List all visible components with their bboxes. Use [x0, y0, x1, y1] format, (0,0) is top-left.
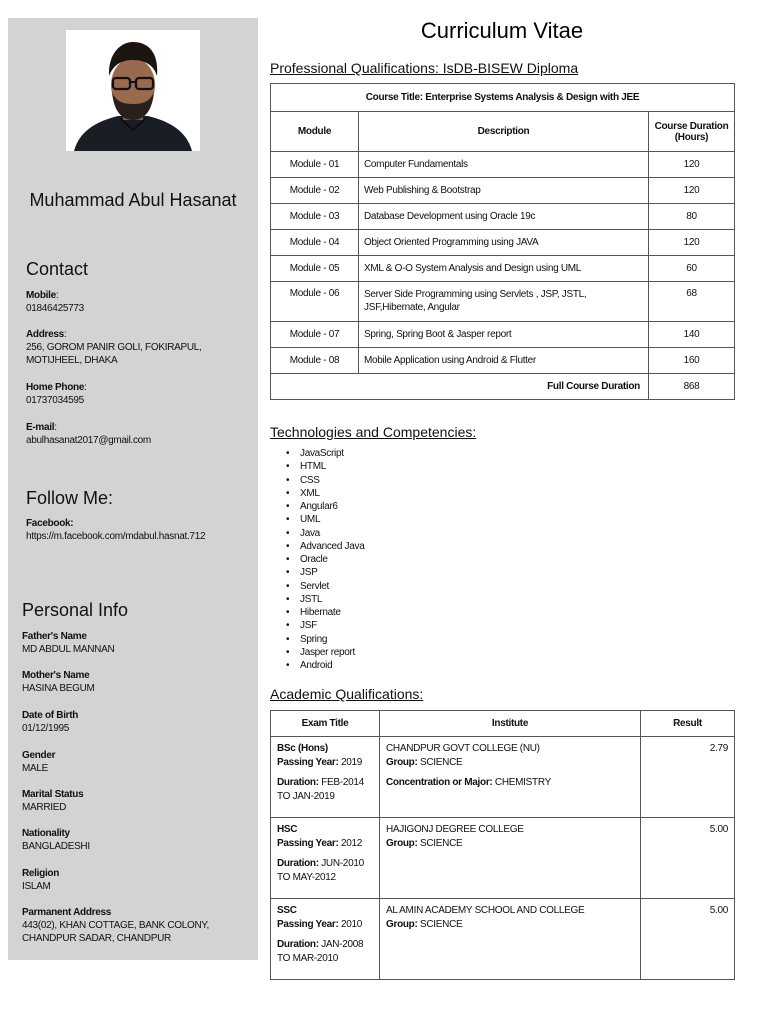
- hours-cell: 120: [649, 230, 735, 256]
- list-item: • CSS: [286, 474, 364, 487]
- list-item: • HTML: [286, 460, 364, 473]
- table-row: [271, 899, 735, 980]
- hours-cell: 120: [649, 152, 735, 178]
- home-phone-label: Home Phone: [26, 382, 85, 393]
- institute-name: AL AMIN ACADEMY SCHOOL AND COLLEGE: [386, 905, 585, 916]
- description-cell: Object Oriented Programming using JAVA: [359, 230, 649, 256]
- column-header-module: Module: [271, 112, 359, 152]
- list-item: • UML: [286, 513, 364, 526]
- list-item: • JSP: [286, 566, 364, 579]
- table-row: [271, 818, 735, 899]
- description-cell: Server Side Programming using Servlets , JSP, JSTL, JSF,Hibernate, Angular: [359, 282, 649, 322]
- academic-header-row: [271, 711, 735, 737]
- personal-date-of-birth: [22, 709, 246, 735]
- personal-label: Mother's Name: [22, 670, 90, 681]
- personal-value: ISLAM: [22, 881, 51, 892]
- course-title-row: [271, 84, 735, 112]
- email-link[interactable]: abulhasanat2017@gmail.com: [26, 435, 151, 446]
- personal-label: Date of Birth: [22, 710, 79, 721]
- academic-heading: Academic Qualifications:: [270, 686, 424, 702]
- duration-label: Duration:: [277, 939, 319, 950]
- institute-name: CHANDPUR GOVT COLLEGE (NU): [386, 743, 540, 754]
- table-row: [271, 204, 735, 230]
- profile-photo: [66, 30, 200, 151]
- personal-value: BANGLADESHI: [22, 841, 90, 852]
- personal-info-heading: Personal Info: [22, 600, 129, 620]
- description-cell: XML & O-O System Analysis and Design using UML: [359, 256, 649, 282]
- personal-value: HASINA BEGUM: [22, 683, 95, 694]
- personal-religion: [22, 867, 246, 893]
- technologies-heading: Technologies and Competencies:: [270, 424, 477, 440]
- module-cell: Module - 01: [271, 152, 359, 178]
- group-label: Group:: [386, 918, 418, 930]
- contact-mobile: Mobile: 01846425773: [26, 289, 250, 315]
- facebook-link[interactable]: https://m.facebook.com/mdabul.hasnat.712: [26, 531, 206, 542]
- list-item: • Spring: [286, 633, 364, 646]
- personal-label: Marital Status: [22, 789, 84, 800]
- group: SCIENCE: [420, 756, 463, 768]
- follow-facebook: [26, 517, 250, 543]
- institute-name: HAJIGONJ DEGREE COLLEGE: [386, 824, 524, 835]
- duration-label: Duration:: [277, 858, 319, 869]
- column-header-description: Description: [359, 112, 649, 152]
- list-item: • JSTL: [286, 593, 364, 606]
- table-row: [271, 348, 735, 374]
- course-total-row: [271, 374, 735, 400]
- table-row: [271, 178, 735, 204]
- list-item: • Servlet: [286, 580, 364, 593]
- hours-cell: 60: [649, 256, 735, 282]
- exam-cell: [271, 818, 380, 899]
- column-header-institute: Institute: [380, 711, 641, 737]
- exam-title: BSc (Hons): [277, 743, 328, 754]
- hours-cell: 80: [649, 204, 735, 230]
- address-label: Address: [26, 329, 64, 340]
- personal-gender: [22, 749, 246, 775]
- list-item: • XML: [286, 487, 364, 500]
- column-header-duration: Course Duration (Hours): [649, 112, 735, 152]
- passing-year-label: Passing Year:: [277, 918, 339, 930]
- total-label: Full Course Duration: [271, 374, 649, 400]
- contact-heading: Contact: [26, 259, 89, 279]
- group: SCIENCE: [420, 837, 463, 849]
- passing-year-label: Passing Year:: [277, 837, 339, 849]
- academic-table: [270, 710, 735, 980]
- course-header-row: [271, 112, 735, 152]
- passing-year-label: Passing Year:: [277, 756, 339, 768]
- list-item: • Oracle: [286, 553, 364, 566]
- exam-title: SSC: [277, 905, 297, 916]
- description-cell: Mobile Application using Android & Flutter: [359, 348, 649, 374]
- description-cell: Database Development using Oracle 19c: [359, 204, 649, 230]
- institute-cell: [380, 818, 641, 899]
- total-hours: 868: [649, 374, 735, 400]
- personal-permanent-address: [22, 906, 246, 945]
- personal-value: MD ABDUL MANNAN: [22, 644, 115, 655]
- personal-mothers-name: [22, 669, 246, 695]
- person-photo-icon: [66, 30, 200, 151]
- duration: JAN-2008 TO MAR-2010: [277, 939, 364, 964]
- group-label: Group:: [386, 756, 418, 768]
- institute-cell: [380, 899, 641, 980]
- home-phone-value: 01737034595: [26, 395, 84, 406]
- list-item: • JSF: [286, 619, 364, 632]
- column-header-exam: Exam Title: [271, 711, 380, 737]
- mobile-value: 01846425773: [26, 303, 84, 314]
- description-cell: Computer Fundamentals: [359, 152, 649, 178]
- result-cell: 2.79: [641, 737, 735, 818]
- list-item: • Angular6: [286, 500, 364, 513]
- exam-title: HSC: [277, 824, 298, 835]
- duration: JUN-2010 TO MAY-2012: [277, 858, 364, 883]
- personal-value: 01/12/1995: [22, 723, 70, 734]
- hours-cell: 120: [649, 178, 735, 204]
- duration: FEB-2014 TO JAN-2019: [277, 777, 364, 802]
- list-item: • JavaScript: [286, 447, 364, 460]
- contact-address: Address: 256, GOROM PANIR GOLI, FOKIRAPUL, MOTIJHEEL, DHAKA: [26, 328, 250, 367]
- table-row: [271, 737, 735, 818]
- description-cell: Web Publishing & Bootstrap: [359, 178, 649, 204]
- group-label: Group:: [386, 837, 418, 849]
- passing-year: 2019: [341, 756, 363, 768]
- result-cell: 5.00: [641, 899, 735, 980]
- professional-heading: Professional Qualifications: IsDB-BISEW Diploma: [270, 60, 579, 76]
- personal-marital-status: [22, 788, 246, 814]
- table-row: [271, 322, 735, 348]
- exam-cell: [271, 737, 380, 818]
- personal-fathers-name: [22, 630, 246, 656]
- course-title: Course Title: Enterprise Systems Analysis & Design with JEE: [271, 84, 735, 112]
- description-cell: Spring, Spring Boot & Jasper report: [359, 322, 649, 348]
- personal-label: Father's Name: [22, 631, 87, 642]
- candidate-name: Muhammad Abul Hasanat: [29, 190, 237, 210]
- passing-year: 2010: [341, 918, 363, 930]
- course-table: [270, 83, 735, 400]
- contact-home-phone: Home Phone: 01737034595: [26, 381, 250, 407]
- follow-heading: Follow Me:: [26, 488, 114, 508]
- personal-nationality: [22, 827, 246, 853]
- institute-cell: [380, 737, 641, 818]
- personal-value: MARRIED: [22, 802, 67, 813]
- table-row: [271, 152, 735, 178]
- passing-year: 2012: [341, 837, 363, 849]
- duration-label: Duration:: [277, 777, 319, 788]
- list-item: • Advanced Java: [286, 540, 364, 553]
- personal-label: Nationality: [22, 828, 70, 839]
- module-cell: Module - 03: [271, 204, 359, 230]
- hours-cell: 68: [649, 282, 735, 322]
- table-row: [271, 230, 735, 256]
- module-cell: Module - 02: [271, 178, 359, 204]
- personal-value: MALE: [22, 763, 49, 774]
- contact-email: E-mail: abulhasanat2017@gmail.com: [26, 421, 250, 447]
- list-item: • Hibernate: [286, 606, 364, 619]
- list-item: • Jasper report: [286, 646, 364, 659]
- personal-label: Parmanent Address: [22, 907, 112, 918]
- email-label: E-mail: [26, 422, 55, 433]
- major: CHEMISTRY: [494, 777, 551, 788]
- module-cell: Module - 04: [271, 230, 359, 256]
- module-cell: Module - 05: [271, 256, 359, 282]
- personal-value: 443(02), KHAN COTTAGE, BANK COLONY, CHANDPUR SADAR, CHANDPUR: [22, 920, 209, 944]
- module-cell: Module - 08: [271, 348, 359, 374]
- address-value: 256, GOROM PANIR GOLI, FOKIRAPUL, MOTIJHEEL, DHAKA: [26, 342, 202, 366]
- mobile-label: Mobile: [26, 290, 56, 301]
- group: SCIENCE: [420, 918, 463, 930]
- module-cell: Module - 06: [271, 282, 359, 322]
- table-row: [271, 282, 735, 322]
- technologies-list: [286, 447, 364, 672]
- table-row: [271, 256, 735, 282]
- page-title: Curriculum Vitae: [420, 18, 584, 43]
- major-label: Concentration or Major:: [386, 777, 493, 788]
- column-header-result: Result: [641, 711, 735, 737]
- module-cell: Module - 07: [271, 322, 359, 348]
- result-cell: 5.00: [641, 818, 735, 899]
- personal-label: Religion: [22, 868, 60, 879]
- personal-label: Gender: [22, 750, 56, 761]
- hours-cell: 160: [649, 348, 735, 374]
- list-item: • Android: [286, 659, 364, 672]
- exam-cell: [271, 899, 380, 980]
- sidebar: [8, 18, 258, 960]
- hours-cell: 140: [649, 322, 735, 348]
- facebook-label: Facebook:: [26, 518, 74, 529]
- list-item: • Java: [286, 527, 364, 540]
